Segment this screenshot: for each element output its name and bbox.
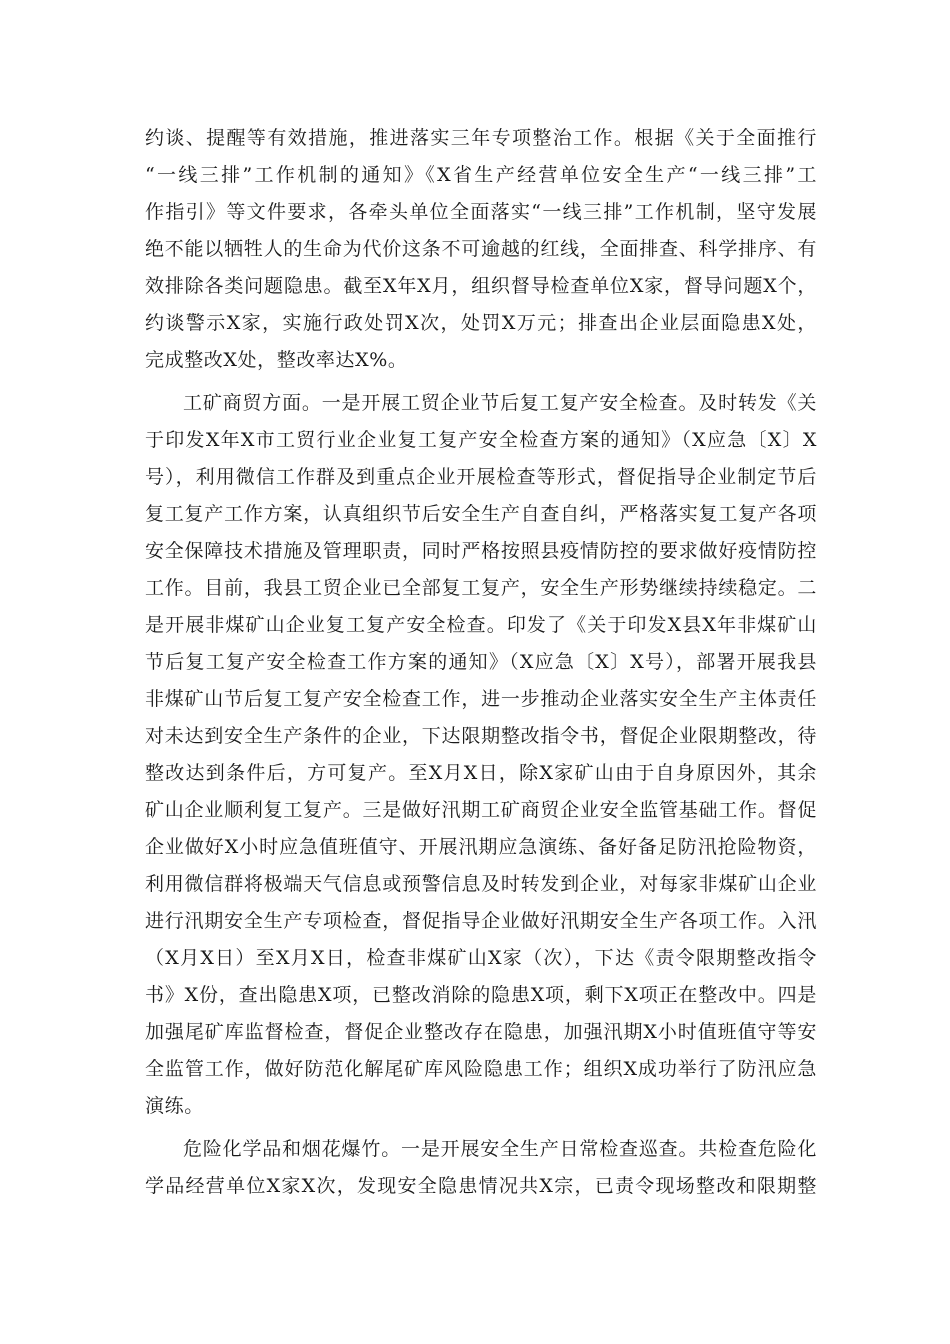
text-line: 工作。目前，我县工贸企业已全部复工复产，安全生产形势继续持续稳定。二 <box>145 577 817 599</box>
text-line: 危险化学品和烟花爆竹。一是开展安全生产日常检查巡查。共检查危险化 <box>183 1138 817 1160</box>
text-line: 号），利用微信工作群及到重点企业开展检查等形式，督促指导企业制定节后 <box>145 466 817 488</box>
text-line: 效排除各类问题隐患。截至X年X月，组织督导检查单位X家，督导问题X个， <box>145 275 817 297</box>
text-line: 作指引》等文件要求，各牵头单位全面落实“一线三排”工作机制，坚守发展 <box>145 201 817 223</box>
text-line: 安全保障技术措施及管理职责，同时严格按照县疫情防控的要求做好疫情防控 <box>145 540 817 562</box>
text-line: 是开展非煤矿山企业复工复产安全检查。印发了《关于印发X县X年非煤矿山 <box>145 614 817 636</box>
text-line: 复工复产工作方案，认真组织节后安全生产自查自纠，严格落实复工复产各项 <box>145 503 817 525</box>
text-line: 全监管工作，做好防范化解尾矿库风险隐患工作；组织X成功举行了防汛应急 <box>145 1058 817 1080</box>
text-line: 企业做好X小时应急值班值守、开展汛期应急演练、备好备足防汛抢险物资， <box>145 836 817 858</box>
text-line: 完成整改X处，整改率达X%。 <box>145 349 408 371</box>
text-line: 对未达到安全生产条件的企业，下达限期整改指令书，督促企业限期整改，待 <box>145 725 817 747</box>
text-line: 矿山企业顺利复工复产。三是做好汛期工矿商贸企业安全监管基础工作。督促 <box>145 799 817 821</box>
paragraph-hazardous-chemicals <box>145 1131 817 1205</box>
paragraph-summary <box>145 120 817 379</box>
text-line: 节后复工复产安全检查工作方案的通知》（X应急〔X〕X号），部署开展我县 <box>145 651 817 673</box>
text-line: 整改达到条件后，方可复产。至X月X日，除X家矿山由于自身原因外，其余 <box>145 762 817 784</box>
text-line: 进行汛期安全生产专项检查，督促指导企业做好汛期安全生产各项工作。入汛 <box>145 910 817 932</box>
text-line: 于印发X年X市工贸行业企业复工复产安全检查方案的通知》（X应急〔X〕X <box>145 429 817 451</box>
paragraph-industry-mining-trade <box>145 385 817 1125</box>
text-line: （X月X日）至X月X日，检查非煤矿山X家（次），下达《责令限期整改指令 <box>145 947 817 969</box>
text-line: “一线三排”工作机制的通知》《X省生产经营单位安全生产“一线三排”工 <box>145 164 817 186</box>
text-line: 加强尾矿库监督检查，督促企业整改存在隐患，加强汛期X小时值班值守等安 <box>145 1021 817 1043</box>
text-line: 演练。 <box>145 1095 204 1117</box>
text-line: 非煤矿山节后复工复产安全检查工作，进一步推动企业落实安全生产主体责任 <box>145 688 817 710</box>
text-line: 学品经营单位X家X次，发现安全隐患情况共X宗，已责令现场整改和限期整 <box>145 1175 817 1197</box>
text-line: 利用微信群将极端天气信息或预警信息及时转发到企业，对每家非煤矿山企业 <box>145 873 817 895</box>
text-line: 约谈、提醒等有效措施，推进落实三年专项整治工作。根据《关于全面推行 <box>145 127 817 149</box>
text-line: 绝不能以牺牲人的生命为代价这条不可逾越的红线，全面排查、科学排序、有 <box>145 238 817 260</box>
text-line: 工矿商贸方面。一是开展工贸企业节后复工复产安全检查。及时转发《关 <box>183 392 817 414</box>
text-line: 约谈警示X家，实施行政处罚X次，处罚X万元；排查出企业层面隐患X处， <box>145 312 817 334</box>
document-body <box>145 120 817 1211</box>
text-line: 书》X份，查出隐患X项，已整改消除的隐患X项，剩下X项正在整改中。四是 <box>145 984 817 1006</box>
